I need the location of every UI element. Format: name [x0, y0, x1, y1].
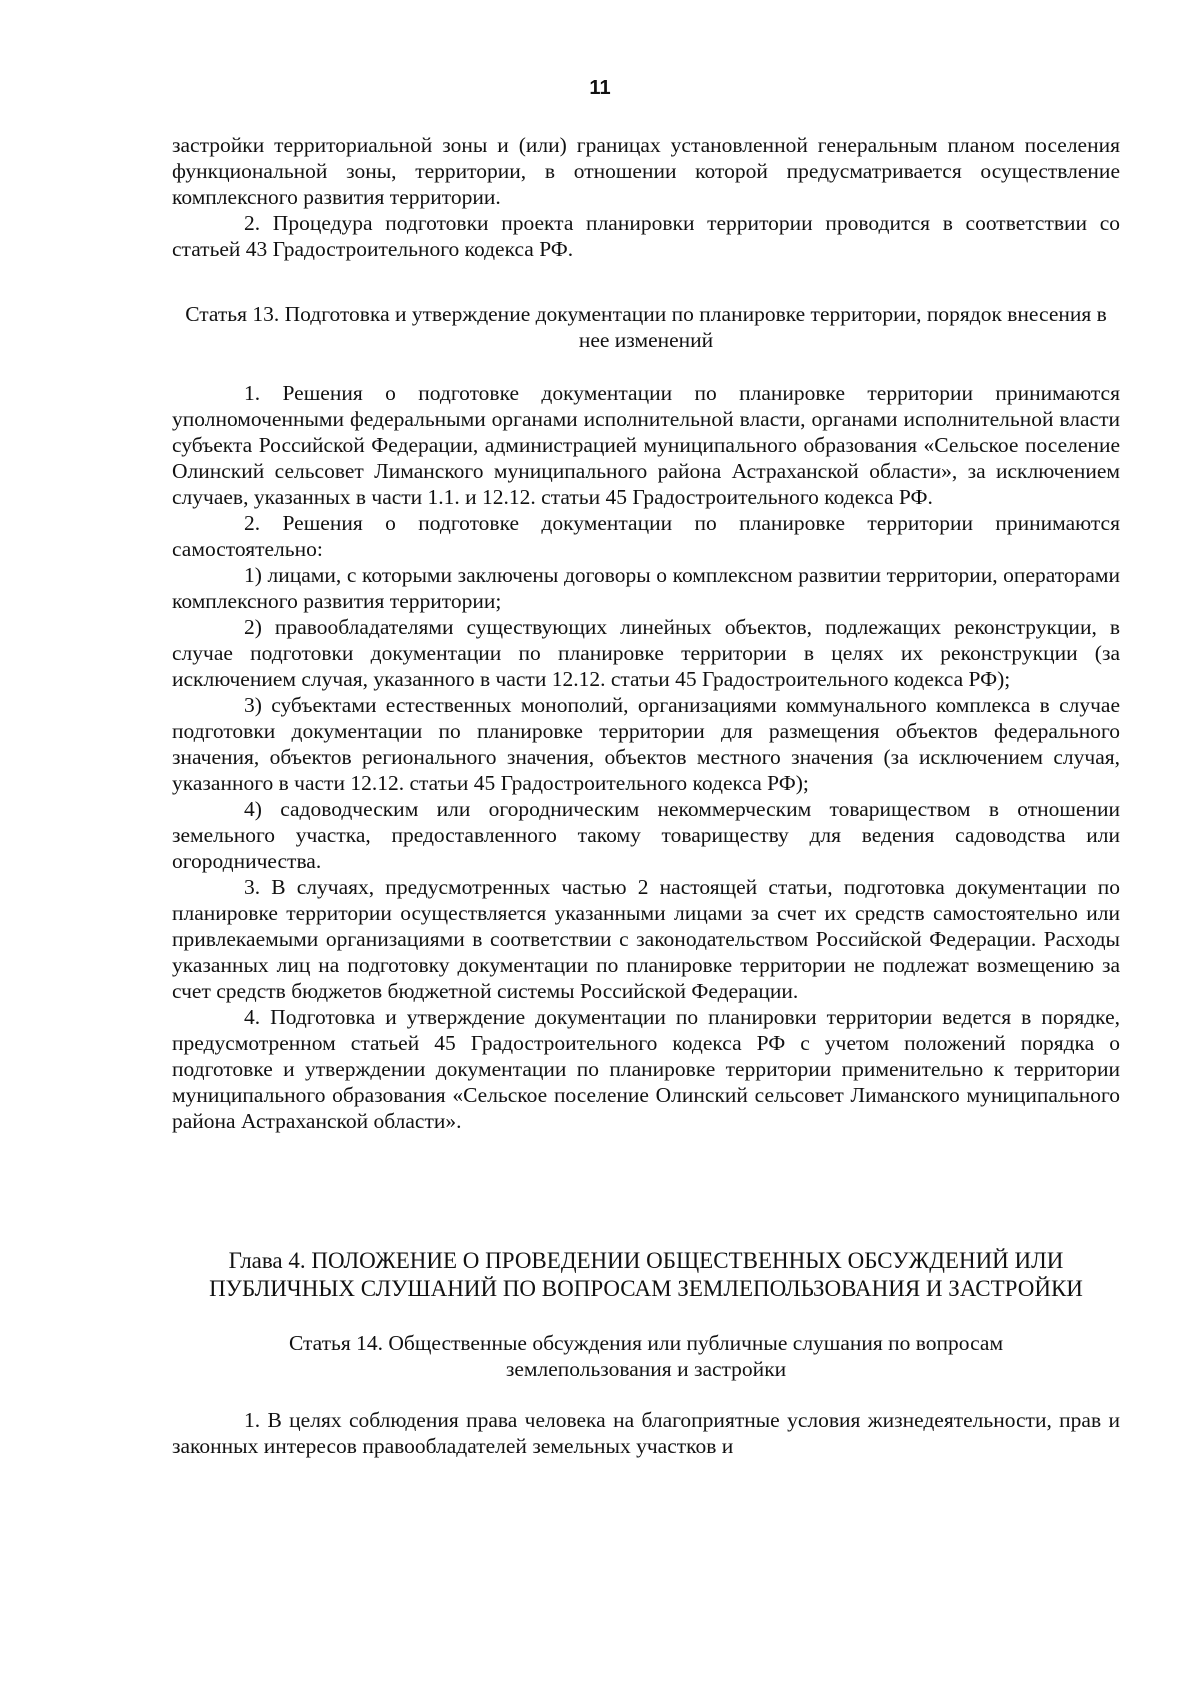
paragraph: 3) субъектами естественных монополий, организациями коммунального комплекса в случае подготовки документации по планировке территории для размещения объектов федерального значения, объектов регионального значения, объектов местного значения (за исключением случая, указанного в части 12.12. статьи 45 Градостроительного кодекса РФ);: [172, 693, 1120, 795]
chapter-title-line: Глава 4. ПОЛОЖЕНИЕ О ПРОВЕДЕНИИ ОБЩЕСТВЕННЫХ ОБСУЖДЕНИЙ ИЛИ: [228, 1248, 1064, 1273]
article-13-title: Статья 13. Подготовка и утверждение документации по планировке территории, порядок внесения в нее изменений: [185, 302, 1107, 352]
article-title-line: Статья 14. Общественные обсуждения или публичные слушания по вопросам: [288, 1331, 1004, 1355]
article-14-body: [172, 1407, 1120, 1459]
paragraph: 2. Решения о подготовке документации по планировке территории принимаются самостоятельно:: [172, 511, 1120, 561]
paragraph: 2) правообладателями существующих линейных объектов, подлежащих реконструкции, в случае подготовки документации по планировке территории в целях их реконструкции (за исключением случая, указанного в части 12.12. статьи 45 Градостроительного кодекса РФ);: [172, 615, 1120, 691]
paragraph: застройки территориальной зоны и (или) границах установленной генеральным планом поселения функциональной зоны, территории, в отношении которой предусматривается осуществление комплексного развития территории.: [172, 133, 1120, 209]
paragraph: 4) садоводческим или огородническим некоммерческим товариществом в отношении земельного участка, предоставленного такому товариществу для ведения садоводства или огородничества.: [172, 797, 1120, 873]
paragraph: 4. Подготовка и утверждение документации по планировки территории ведется в порядке, предусмотренном статьей 45 Градостроительного кодекса РФ с учетом положений порядка о подготовке и утверждении документации по планировке территории применительно к территории муниципального образования «Сельское поселение Олинский сельсовет Лиманского муниципального района Астраханской области».: [172, 1005, 1120, 1133]
article-14-title: [172, 1330, 1120, 1382]
paragraph: 3. В случаях, предусмотренных частью 2 настоящей статьи, подготовка документации по планировке территории осуществляется указанными лицами за счет их средств самостоятельно или привлекаемыми организациями в соответствии с законодательством Российской Федерации. Расходы указанных лиц на подготовку документации по планировке территории не подлежат возмещению за счет средств бюджетов бюджетной системы Российской Федерации.: [172, 875, 1120, 1003]
article-13-body: [172, 380, 1120, 1134]
paragraph: 1. Решения о подготовке документации по планировке территории принимаются уполномоченными федеральными органами исполнительной власти, органами исполнительной власти субъекта Российской Федерации, администрацией муниципального образования «Сельское поселение Олинский сельсовет Лиманского муниципального района Астраханской области», за исключением случаев, указанных в части 1.1. и 12.12. статьи 45 Градостроительного кодекса РФ.: [172, 381, 1120, 509]
chapter-title-line: ПУБЛИЧНЫХ СЛУШАНИЙ ПО ВОПРОСАМ ЗЕМЛЕПОЛЬЗОВАНИЯ И ЗАСТРОЙКИ: [209, 1276, 1083, 1301]
article-title-line: землепользования и застройки: [505, 1357, 787, 1381]
intro-text: [172, 132, 1120, 262]
chapter-4-title: [172, 1247, 1120, 1303]
page-number: 11: [589, 77, 611, 99]
paragraph: 1) лицами, с которыми заключены договоры о комплексном развитии территории, операторами комплексного развития территории;: [172, 563, 1120, 613]
paragraph: 1. В целях соблюдения права человека на благоприятные условия жизнедеятельности, прав и законных интересов правообладателей земельных участков и: [172, 1408, 1120, 1458]
paragraph: 2. Процедура подготовки проекта планировки территории проводится в соответствии со статьей 43 Градостроительного кодекса РФ.: [172, 211, 1120, 261]
